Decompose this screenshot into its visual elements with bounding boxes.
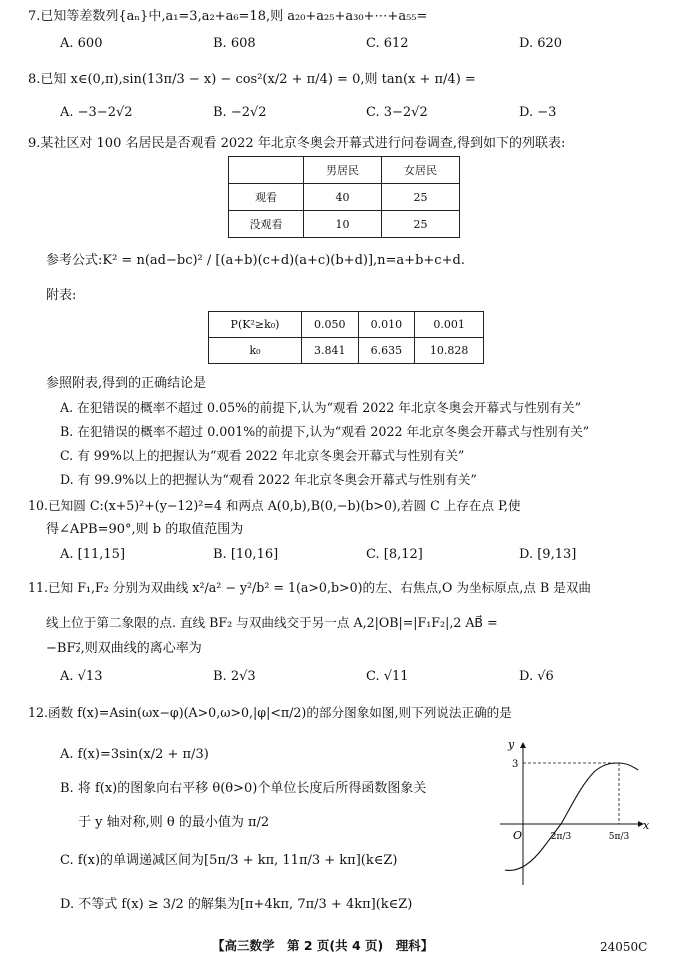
q11-stem-line3: −BF₂⃗,则双曲线的离心率为 — [46, 641, 202, 656]
q9-critical-value-table — [208, 311, 484, 364]
table-header-cell — [229, 157, 304, 184]
table-cell: P(K²≥k₀) — [209, 312, 302, 338]
q9-contingency-table — [228, 156, 460, 238]
table-cell: 0.001 — [415, 312, 484, 338]
sine-curve — [505, 763, 638, 870]
q10-option-c: C. [8,12] — [366, 547, 423, 562]
table-cell: 10 — [304, 211, 382, 238]
q11-stem-line1: 11.已知 F₁,F₂ 分别为双曲线 x²/a² − y²/b² = 1(a>0,b>0)的左、右焦点,O 为坐标原点,点 B 是双曲 — [28, 580, 591, 595]
q11-option-c: C. √11 — [366, 669, 409, 684]
table-cell: 0.010 — [358, 312, 415, 338]
origin-label: O — [513, 829, 523, 842]
q9-lead: 参照附表,得到的正确结论是 — [46, 376, 207, 391]
table-row-label: 观看 — [229, 184, 304, 211]
q8-stem: 8.已知 x∈(0,π),sin(13π/3 − x) − cos²(x/2 + π/4) = 0,则 tan(x + π/4) = — [28, 72, 476, 87]
q7-option-c: C. 612 — [366, 36, 409, 51]
paper-code: 24050C — [600, 940, 648, 954]
table-cell: 0.050 — [302, 312, 359, 338]
q9-option-c: C. 有 99%以上的把握认为“观看 2022 年北京冬奥会开幕式与性别有关” — [60, 448, 465, 463]
table-header-cell: 女居民 — [382, 157, 460, 184]
y-axis-label: y — [508, 738, 515, 751]
x-axis-label: x — [643, 819, 650, 832]
y-tick-label: 3 — [512, 759, 519, 770]
x-tick-label-2: 5π/3 — [608, 832, 630, 842]
page-footer-title: 【高三数学 第 2 页(共 4 页) 理科】 — [212, 938, 434, 953]
table-header-cell: 男居民 — [304, 157, 382, 184]
table-cell: 10.828 — [415, 338, 484, 364]
q7-option-d: D. 620 — [519, 36, 563, 51]
q12-option-b-line2: 于 y 轴对称,则 θ 的最小值为 π/2 — [78, 815, 270, 830]
q11-option-d: D. √6 — [519, 669, 554, 684]
q9-stem: 9.某社区对 100 名居民是否观看 2022 年北京冬奥会开幕式进行问卷调查,得到如下的列联表: — [28, 136, 566, 151]
q12-function-graph — [495, 735, 675, 895]
table-cell: 6.635 — [358, 338, 415, 364]
q9-appendix-label: 附表: — [46, 288, 77, 303]
q8-option-c: C. 3−2√2 — [366, 105, 428, 120]
table-cell: 25 — [382, 211, 460, 238]
q10-option-a: A. [11,15] — [60, 547, 126, 562]
q12-option-c: C. f(x)的单调递减区间为[5π/3 + kπ, 11π/3 + kπ](k∈Z) — [60, 853, 398, 868]
q10-stem-line1: 10.已知圆 C:(x+5)²+(y−12)²=4 和两点 A(0,b),B(0,−b)(b>0),若圆 C 上存在点 P,使 — [28, 498, 521, 513]
q11-option-b: B. 2√3 — [213, 669, 256, 684]
table-row-label: 没观看 — [229, 211, 304, 238]
q11-option-a: A. √13 — [60, 669, 103, 684]
q8-option-a: A. −3−2√2 — [60, 105, 133, 120]
q8-option-b: B. −2√2 — [213, 105, 267, 120]
q7-option-a: A. 600 — [60, 36, 103, 51]
table-cell: k₀ — [209, 338, 302, 364]
table-cell: 3.841 — [302, 338, 359, 364]
table-cell: 40 — [304, 184, 382, 211]
q9-option-b: B. 在犯错误的概率不超过 0.001%的前提下,认为“观看 2022 年北京冬奥会开幕式与性别有关” — [60, 424, 590, 439]
q10-stem-line2: 得∠APB=90°,则 b 的取值范围为 — [46, 522, 244, 537]
q12-option-d: D. 不等式 f(x) ≥ 3/2 的解集为[π+4kπ, 7π/3 + 4kπ](k∈Z) — [60, 897, 413, 912]
q9-option-a: A. 在犯错误的概率不超过 0.05%的前提下,认为“观看 2022 年北京冬奥会开幕式与性别有关” — [60, 400, 582, 415]
q7-stem: 7.已知等差数列{aₙ}中,a₁=3,a₂+a₆=18,则 a₂₀+a₂₅+a₃₀+⋯+a₅₅= — [28, 9, 428, 24]
q10-option-d: D. [9,13] — [519, 547, 577, 562]
q12-stem: 12.函数 f(x)=Asin(ωx−φ)(A>0,ω>0,|φ|<π/2)的部分图象如图,则下列说法正确的是 — [28, 705, 512, 720]
q12-option-b-line1: B. 将 f(x)的图象向右平移 θ(θ>0)个单位长度后所得函数图象关 — [60, 781, 427, 796]
q10-option-b: B. [10,16] — [213, 547, 279, 562]
q9-option-d: D. 有 99.9%以上的把握认为“观看 2022 年北京冬奥会开幕式与性别有关” — [60, 472, 477, 487]
q8-option-d: D. −3 — [519, 105, 557, 120]
q9-formula: 参考公式:K² = n(ad−bc)² / [(a+b)(c+d)(a+c)(b+d)],n=a+b+c+d. — [46, 253, 465, 268]
q11-stem-line2: 线上位于第二象限的点. 直线 BF₂ 与双曲线交于另一点 A,2|OB|=|F₁F₂|,2 AB⃗ = — [46, 615, 498, 630]
q7-option-b: B. 608 — [213, 36, 256, 51]
x-tick-label-1: 2π/3 — [550, 832, 572, 842]
q12-option-a: A. f(x)=3sin(x/2 + π/3) — [60, 747, 209, 762]
table-cell: 25 — [382, 184, 460, 211]
